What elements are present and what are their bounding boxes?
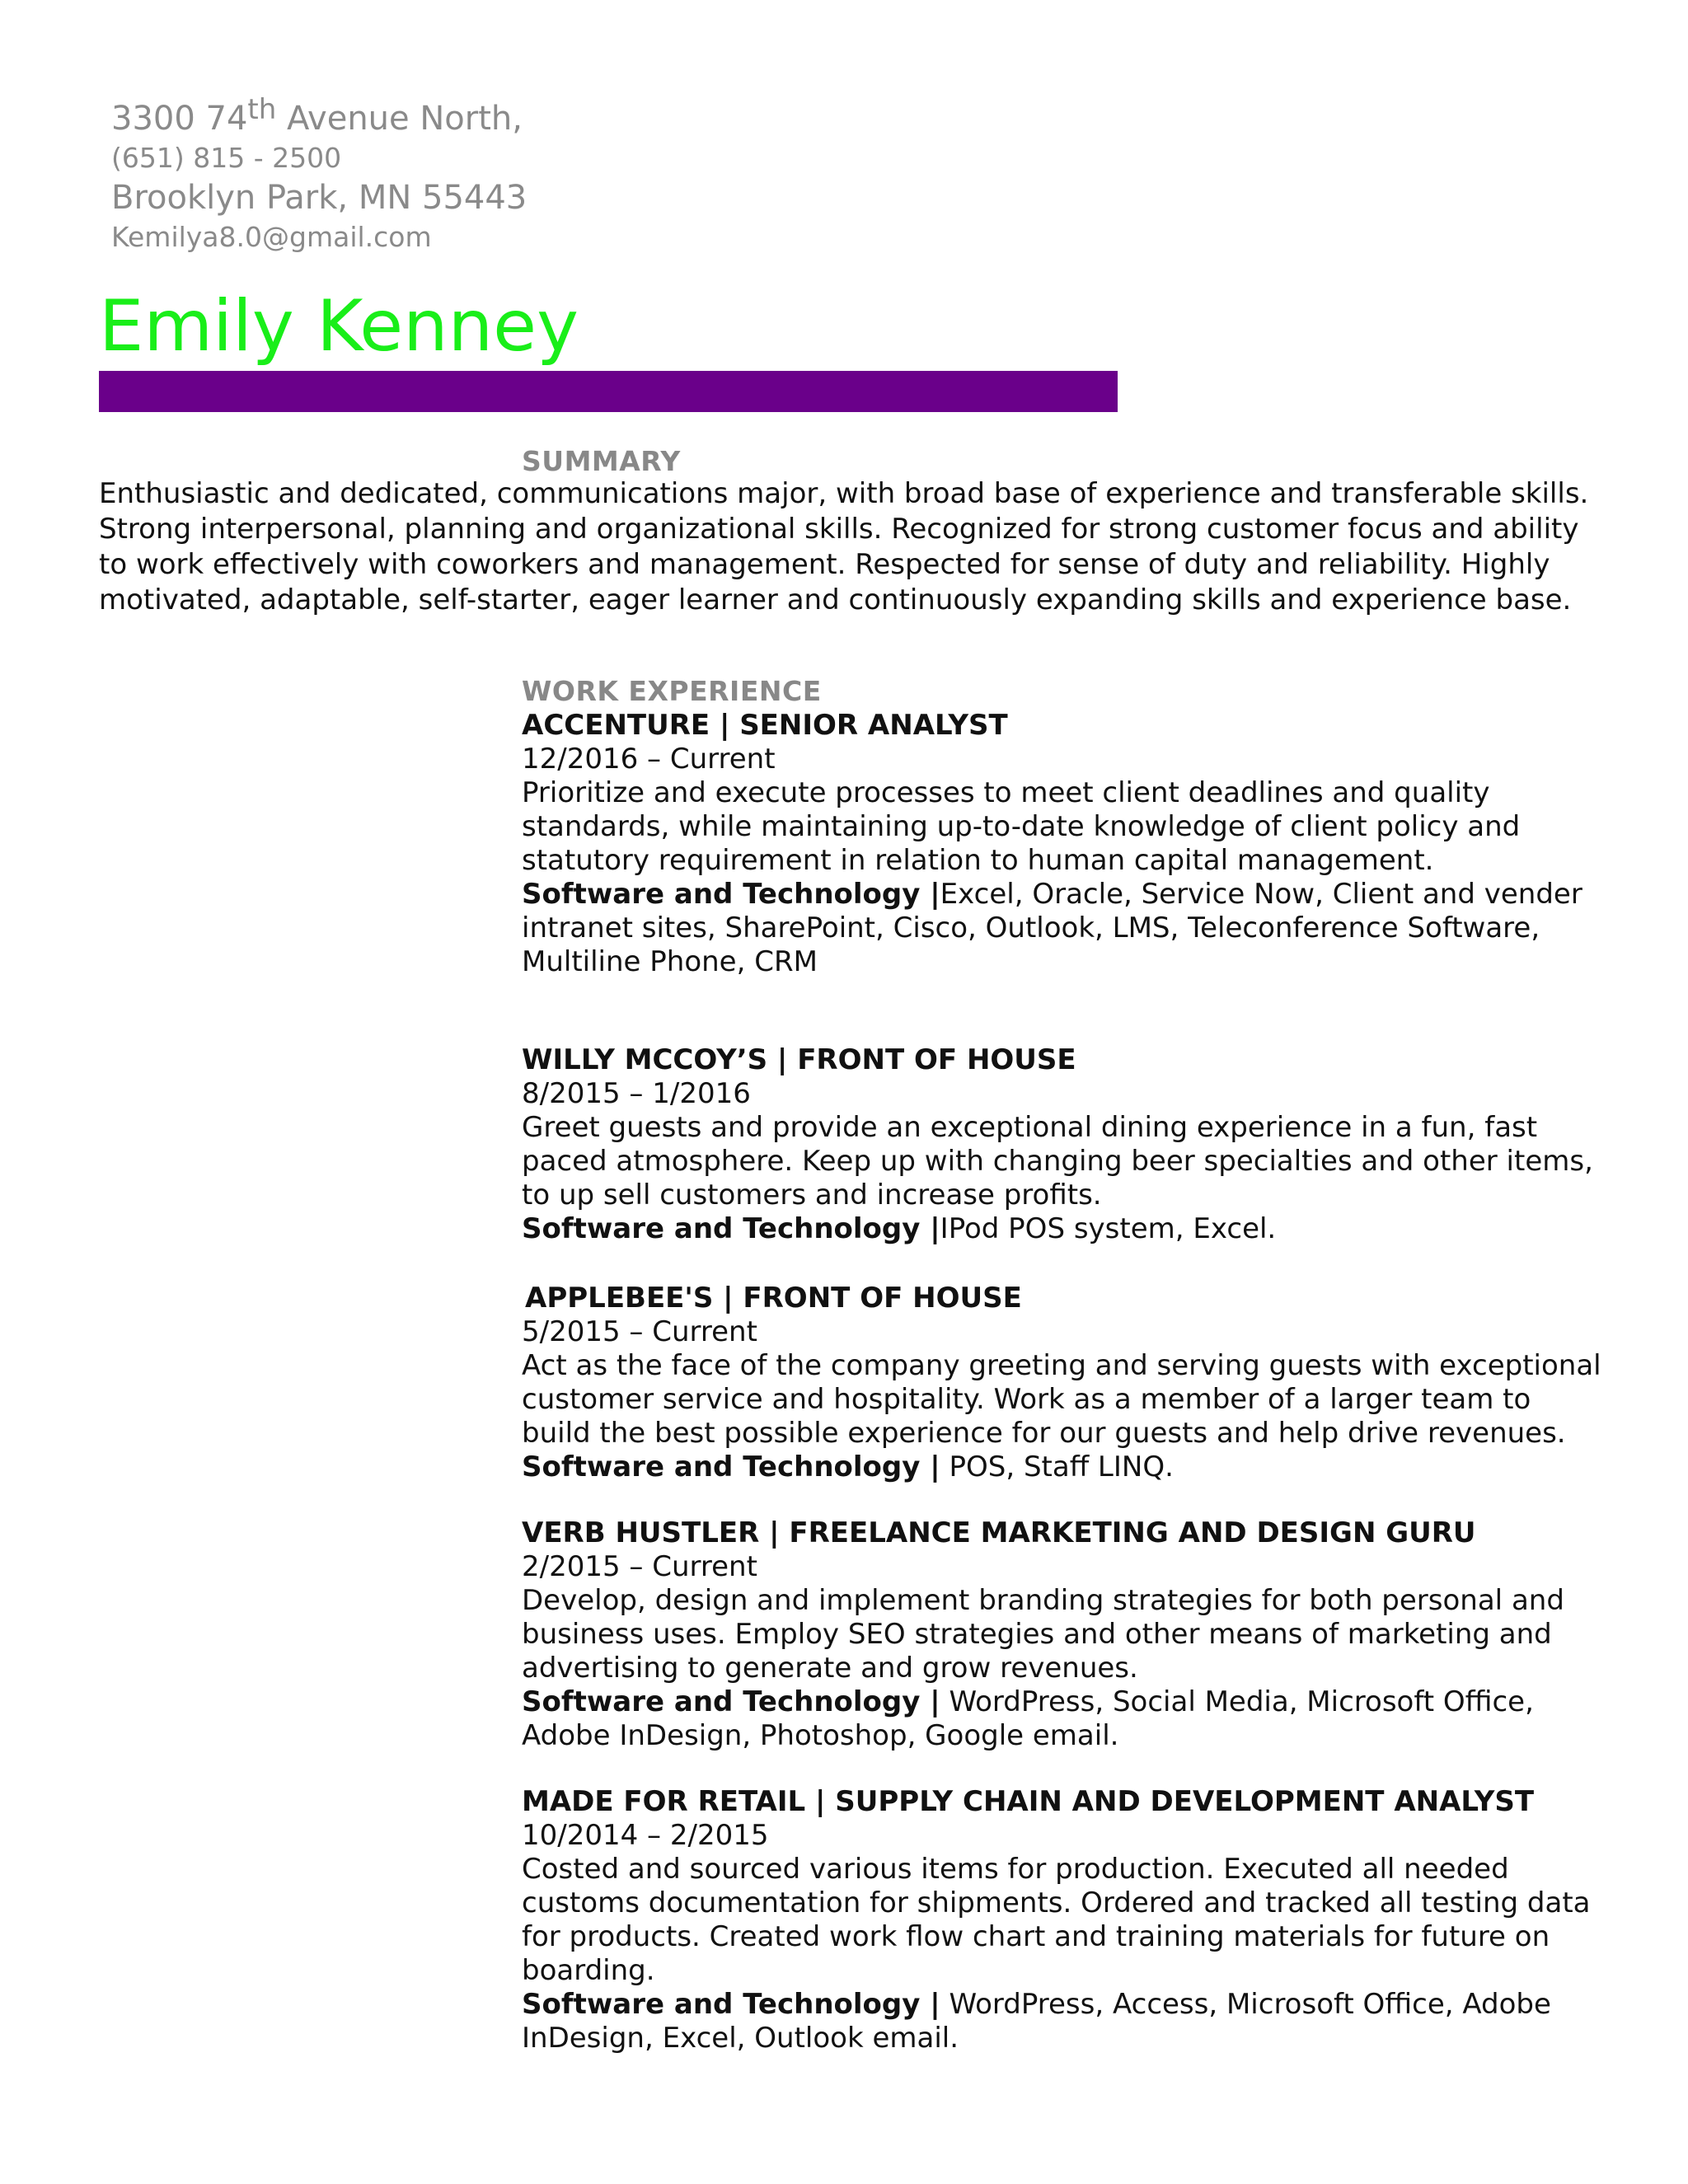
address-line1 <box>111 93 527 140</box>
job-dates: 5/2015 – Current <box>522 1315 757 1348</box>
summary-line: to work effectively with coworkers and management. Respected for sense of duty and reliability. Highly <box>99 548 1550 581</box>
job-tech-line: Adobe InDesign, Photoshop, Google email. <box>522 1719 1119 1752</box>
job-tech-line <box>522 1451 1659 1484</box>
job-description-line: Develop, design and implement branding strategies for both personal and <box>522 1584 1564 1617</box>
job-title: WILLY MCCOY’S | FRONT OF HOUSE <box>522 1043 1076 1076</box>
job-description-line: Greet guests and provide an exceptional dining experience in a fun, fast <box>522 1111 1538 1144</box>
phone-number: (651) 815 - 2500 <box>111 142 342 174</box>
job-dates: 10/2014 – 2/2015 <box>522 1819 769 1852</box>
job-tech-line <box>522 1988 1659 2022</box>
job-entry-applebees <box>522 1282 1659 1484</box>
job-entry-verb-hustler <box>522 1516 1659 1753</box>
job-tech-line <box>522 1685 1659 1719</box>
tech-list: WordPress, Social Media, Microsoft Office, <box>940 1685 1534 1718</box>
job-description-line: advertising to generate and grow revenues. <box>522 1652 1138 1685</box>
job-title: ACCENTURE | SENIOR ANALYST <box>522 709 1008 742</box>
job-description-line: business uses. Employ SEO strategies and other means of marketing and <box>522 1618 1552 1651</box>
contact-block <box>111 93 528 255</box>
summary-line: motivated, adaptable, self-starter, eager learner and continuously expanding skills and experience base. <box>99 583 1572 616</box>
work-experience-heading: WORK EXPERIENCE <box>522 675 822 707</box>
job-tech-line <box>522 1212 1659 1246</box>
job-description-line: for products. Created work flow chart and training materials for future on <box>522 1920 1550 1953</box>
job-title: VERB HUSTLER | FREELANCE MARKETING AND DESIGN GURU <box>522 1516 1476 1549</box>
tech-label: Software and Technology | <box>522 1988 940 2021</box>
job-tech-line <box>522 878 1659 912</box>
address-street-name: Avenue North, <box>276 100 523 138</box>
job-description-line: build the best possible experience for our guests and help drive revenues. <box>522 1417 1566 1450</box>
job-description-line: to up sell customers and increase profits. <box>522 1179 1102 1212</box>
job-dates: 2/2015 – Current <box>522 1550 757 1583</box>
job-description-line: Costed and sourced various items for production. Executed all needed <box>522 1853 1509 1886</box>
job-entry-willy-mccoys <box>522 1043 1659 1246</box>
job-description-line: statutory requirement in relation to human capital management. <box>522 844 1434 877</box>
job-tech-line: intranet sites, SharePoint, Cisco, Outlook, LMS, Teleconference Software, <box>522 912 1540 944</box>
job-dates: 8/2015 – 1/2016 <box>522 1077 751 1110</box>
address-street-number: 3300 74 <box>111 100 248 138</box>
tech-list: WordPress, Access, Microsoft Office, Adobe <box>940 1988 1551 2021</box>
job-description-line: paced atmosphere. Keep up with changing beer specialties and other items, <box>522 1145 1593 1178</box>
job-title: MADE FOR RETAIL | SUPPLY CHAIN AND DEVELOPMENT ANALYST <box>522 1785 1535 1818</box>
job-description-line: customs documentation for shipments. Ordered and tracked all testing data <box>522 1886 1591 1919</box>
job-title: APPLEBEE'S | FRONT OF HOUSE <box>525 1282 1022 1315</box>
job-dates: 12/2016 – Current <box>522 743 776 776</box>
tech-list: Excel, Oracle, Service Now, Client and vender <box>940 878 1582 911</box>
address-ordinal-suffix: th <box>247 93 277 126</box>
summary-text <box>99 476 1665 618</box>
name-divider-bar <box>99 371 1118 412</box>
summary-heading: SUMMARY <box>522 445 681 477</box>
city-line: Brooklyn Park, MN 55443 <box>111 179 528 217</box>
tech-label: Software and Technology | <box>522 1212 940 1245</box>
job-tech-line: Multiline Phone, CRM <box>522 945 818 978</box>
tech-list: POS, Staff LINQ. <box>940 1451 1174 1483</box>
job-description-line: Act as the face of the company greeting and serving guests with exceptional <box>522 1349 1601 1382</box>
job-entry-made-for-retail <box>522 1785 1659 2055</box>
job-entry-accenture <box>522 709 1659 979</box>
job-description-line: Prioritize and execute processes to meet client deadlines and quality <box>522 776 1490 809</box>
email-address: Kemilya8.0@gmail.com <box>111 221 432 253</box>
summary-line: Enthusiastic and dedicated, communications major, with broad base of experience and transferable skills. <box>99 477 1589 510</box>
job-description-line: customer service and hospitality. Work as a member of a larger team to <box>522 1383 1531 1416</box>
job-description-line: boarding. <box>522 1954 655 1987</box>
candidate-name: Emily Kenney <box>99 285 579 368</box>
job-tech-line: InDesign, Excel, Outlook email. <box>522 2022 959 2055</box>
job-description-line: standards, while maintaining up-to-date knowledge of client policy and <box>522 810 1521 843</box>
summary-line: Strong interpersonal, planning and organizational skills. Recognized for strong customer focus and ability <box>99 513 1579 546</box>
tech-label: Software and Technology | <box>522 1451 940 1483</box>
tech-label: Software and Technology | <box>522 878 940 911</box>
tech-label: Software and Technology | <box>522 1685 940 1718</box>
tech-list: IPod POS system, Excel. <box>940 1212 1277 1245</box>
